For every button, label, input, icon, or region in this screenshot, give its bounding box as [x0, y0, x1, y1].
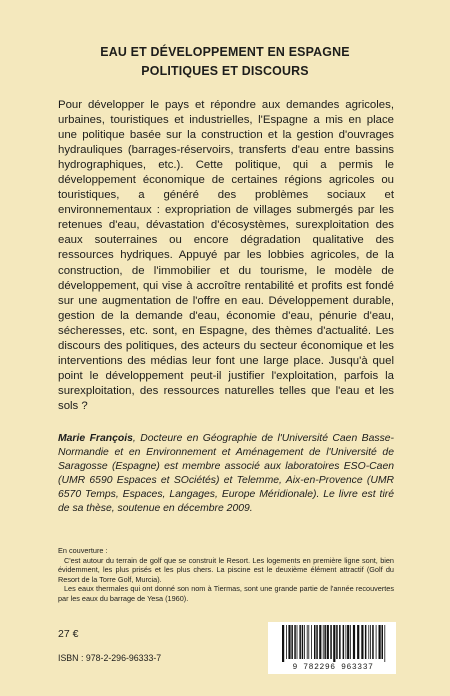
barcode-bar	[294, 625, 296, 659]
barcode-bar	[324, 625, 326, 659]
barcode-bar	[307, 625, 308, 659]
barcode-bar	[314, 625, 316, 659]
barcode-bar	[350, 625, 351, 659]
barcode-bar	[384, 625, 385, 662]
barcode-bar	[379, 625, 381, 659]
isbn: ISBN : 978-2-296-96333-7	[58, 653, 162, 663]
barcode-bar	[382, 625, 384, 659]
barcode-bar	[353, 625, 355, 659]
barcode-bar	[376, 625, 377, 659]
barcode-bar	[282, 625, 284, 662]
barcode-bar	[316, 625, 318, 659]
author-name: Marie François	[58, 433, 133, 444]
barcode-bar	[323, 625, 324, 659]
price: 27 €	[58, 628, 79, 640]
barcode-bar	[343, 625, 345, 659]
barcode-bar	[357, 625, 359, 659]
summary-text: Pour développer le pays et répondre aux demandes agricoles, urbaines, touristiques et industrielles, l'Espagne a mis en place une politique basée sur la construction et la gestion d'ouvrages hydrauliques (barrages-réservoirs, transferts d'eau entre bassins hydrographiques, etc.). Cette politique, qui a permis le développement économique de certaines régions agricoles ou touristiques, a généré des problèmes sociaux et environnementaux : expropriation de villages submergés par les retenues d'eau, dévastation d'écosystèmes, surexploitation des eaux souterraines ou encore dégradation qualitative des ressources hydriques. Appuyé par les lobbies agricoles, de la construction, de l'immobilier et du tourisme, le modèle de développement, qui vise à accroître rentabilité et profits est fondé sur une augmentation de l'offre en eau. Développement durable, gestion de la demande d'eau, économie d'eau, pénurie d'eau, sécheresses, etc. sont, en Espagne, des thèmes d'actualité. Les discours des politiques, des acteurs du secteur économique et les interventions des médias leur font une large place. Jusqu'à quel point le développement peut-il justifier l'exploitation, parfois la surexploitation, des ressources naturelles telles que l'eau et les sols ?	[58, 99, 394, 412]
barcode-bar	[330, 625, 332, 659]
cover-note-heading: En couverture :	[58, 546, 108, 555]
barcode-bar	[291, 625, 293, 659]
barcode-bars	[282, 625, 386, 662]
barcode-bar	[333, 625, 335, 662]
barcode-digits: 9 782296 963337	[292, 663, 374, 672]
barcode-bar	[319, 625, 321, 659]
barcode-bar	[302, 625, 304, 659]
barcode-bar	[311, 625, 312, 659]
author-bio-text: , Docteure en Géographie de l'Université Caen Basse-Normandie et en Environnement et Aménagement de l'Université de Saragosse (Espagne) est membre associé aux laboratoires ESO-Caen (UMR 6590 Espaces et SOciétés) et Telemme, Aix-en-Provence (UMR 6570 Temps, Espaces, Langages, Europe Méridionale). Le livre est tiré de sa thèse, soutenue en décembre 2009.	[58, 433, 395, 515]
barcode-bar	[365, 625, 367, 659]
book-title-line-2: POLITIQUES ET DISCOURS	[141, 63, 309, 78]
barcode-bar	[336, 625, 338, 659]
book-title	[14, 42, 437, 80]
barcode-bar	[297, 625, 298, 659]
barcode-bar	[288, 625, 290, 659]
barcode-bar	[347, 625, 349, 659]
author-bio	[58, 432, 394, 516]
barcode-bar	[286, 625, 287, 659]
barcode	[268, 622, 396, 674]
barcode-bar	[304, 625, 305, 659]
barcode-bar	[327, 625, 329, 659]
barcode-bar	[308, 625, 309, 659]
cover-note-paragraph-1: C'est autour du terrain de golf que se construit le Resort. Les logements en première ligne sont, bien évidemment, les plus prisés et les plus chers. La piscine est le deuxième élément attractif (Golf du Resort de la Torre Golf, Murcia).	[58, 555, 394, 584]
barcode-bar	[370, 625, 371, 659]
barcode-bar	[299, 625, 301, 659]
cover-note-paragraph-2: Les eaux thermales qui ont donné son nom à Tiermas, sont une grande partie de l'année recouvertes par les eaux du barrage de Yesa (1960).	[58, 584, 394, 603]
barcode-bar	[339, 625, 341, 659]
barcode-bar	[368, 625, 369, 659]
barcode-bar	[361, 625, 363, 659]
barcode-bar	[372, 625, 374, 659]
barcode-bar	[346, 625, 347, 659]
cover-note	[58, 546, 394, 603]
book-title-line-1: EAU ET DÉVELOPPEMENT EN ESPAGNE	[100, 44, 350, 59]
